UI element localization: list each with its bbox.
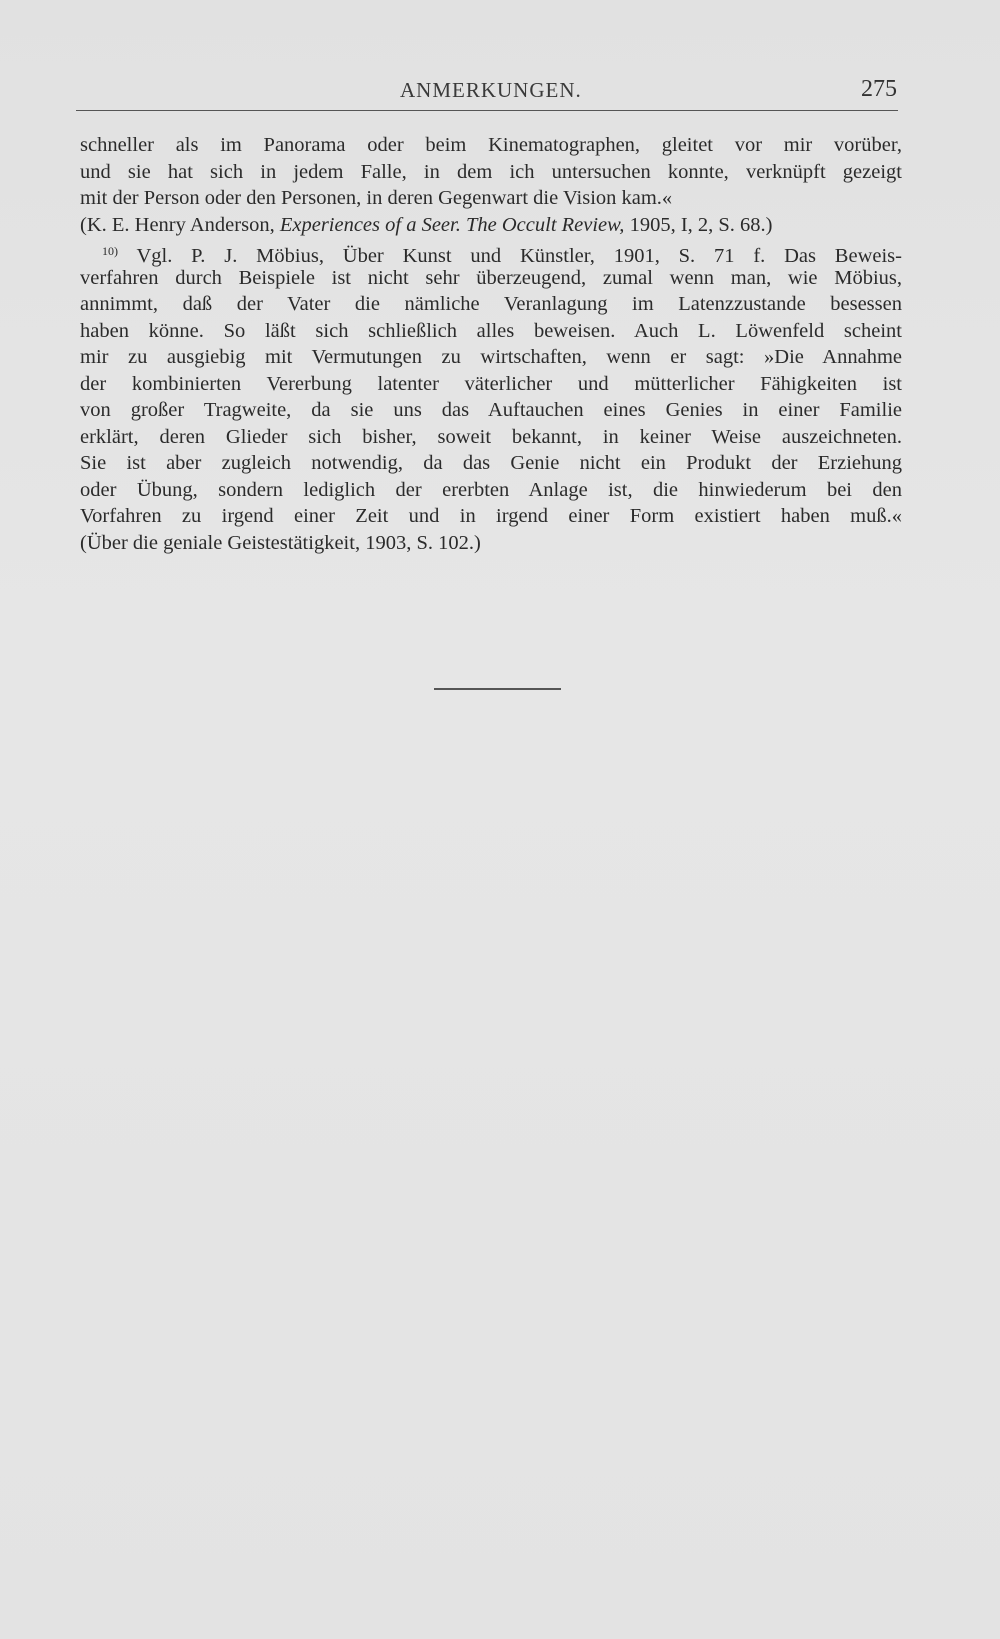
text-line: verfahren durch Beispiele ist nicht sehr überzeugend, zumal wenn man, wie Möbius, — [80, 266, 902, 289]
text-line: und sie hat sich in jedem Falle, in dem ich untersuchen konnte, verknüpft gezeigt — [80, 160, 902, 183]
footnote-line — [80, 238, 902, 265]
text-line: haben könne. So läßt sich schließlich alles beweisen. Auch L. Löwenfeld scheint — [80, 319, 902, 342]
footnote-marker: 10) — [102, 244, 118, 258]
text-line: mir zu ausgiebig mit Vermutungen zu wirtschaften, wenn er sagt: »Die Annahme — [80, 346, 902, 368]
citation-author: (K. E. Henry Anderson, — [80, 213, 280, 236]
text-line: von großer Tragweite, da sie uns das Auftauchen eines Genies in einer Familie — [80, 399, 902, 421]
text-line: schneller als im Panorama oder beim Kinematographen, gleitet vor mir vorüber, — [80, 134, 902, 156]
page-number: 275 — [861, 76, 897, 102]
text-line: erklärt, deren Glieder sich bisher, soweit bekannt, in keiner Weise auszeichneten. — [80, 425, 902, 448]
text-line: Sie ist aber zugleich notwendig, da das Genie nicht ein Produkt der Erziehung — [80, 452, 902, 474]
citation-details: 1905, I, 2, S. 68.) — [624, 213, 773, 236]
footnote-start-text: Vgl. P. J. Möbius, Über Kunst und Künstler, 1901, S. 71 f. Das Beweis- — [118, 245, 902, 267]
citation-line — [80, 212, 902, 239]
footnote-text — [80, 132, 902, 556]
citation-journal-italic: The Occult Review, — [466, 213, 625, 236]
text-line: der kombinierten Vererbung latenter väterlicher und mütterlicher Fähigkeiten ist — [80, 372, 902, 395]
citation-title-italic: Experiences of a Seer. — [279, 213, 461, 236]
text-line: mit der Person oder den Personen, in deren Gegenwart die Vision kam.« — [80, 187, 673, 209]
running-head — [80, 78, 897, 108]
section-end-rule — [434, 688, 561, 690]
text-line: (Über die geniale Geistestätigkeit, 1903, S. 102.) — [80, 531, 481, 554]
running-head-title: ANMERKUNGEN. — [400, 78, 582, 102]
header-rule — [76, 110, 898, 111]
text-line: oder Übung, sondern lediglich der ererbten Anlage ist, die hinwiederum bei den — [80, 478, 902, 501]
text-line: annimmt, daß der Vater die nämliche Veranlagung im Latenzzustande besessen — [80, 293, 902, 315]
text-line: Vorfahren zu irgend einer Zeit und in irgend einer Form existiert haben muß.« — [80, 505, 902, 527]
